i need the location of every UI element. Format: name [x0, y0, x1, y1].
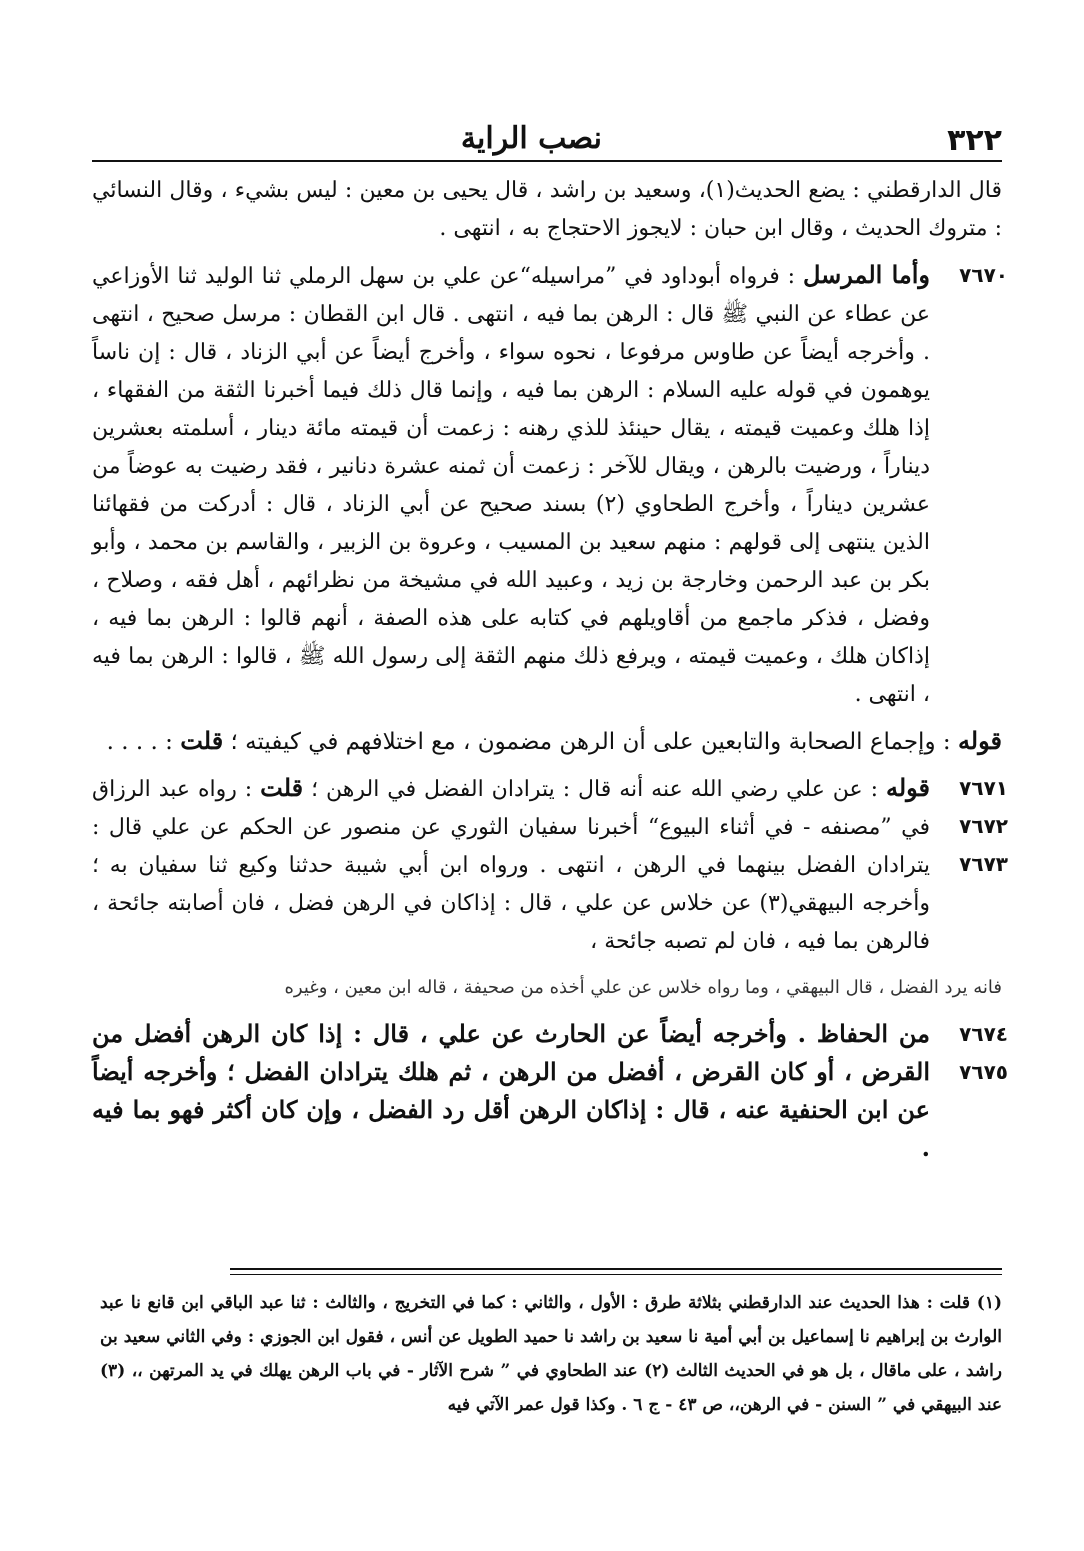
page-header	[92, 108, 1002, 158]
hadith-number: ٧٦٧١	[959, 776, 1008, 800]
inserted-line	[92, 969, 1002, 1007]
qult-label: قلت	[180, 726, 224, 755]
hadith-numbers-7674-7675	[959, 1015, 1008, 1091]
hadith-number: ٧٦٧٥	[959, 1060, 1008, 1084]
hadith-number: ٧٦٧٣	[959, 852, 1008, 876]
qawl-label: قوله	[885, 773, 931, 802]
footnote-rule	[230, 1268, 1002, 1270]
paragraph-7670-text: : فرواه أبوداود في ”مراسيله“عن علي بن سهل الرملي ثنا الوليد ثنا الأوزاعي عن عطاء عن النبي ﷺ قال : الرهن بما فيه ، انتهى . قال ابن القطان : مرسل صحيح ، انتهى . وأخرجه أيضاً عن طاوس مرفوعا ، نحوه سواء ، وأخرج أيضاً عن أبي الزناد ، قال : إن ناساً يوهمون في قوله عليه السلام : الرهن بما فيه ، وإنما قال ذلك فيما أخبرنا الثقة من الفقهاء ، إذا هلك وعميت قيمته ، يقال حينئذ للذي رهنه : زعمت أن قيمته مائة دينار ، أسلمته بعشرين ديناراً ، ورضيت بالرهن ، ويقال للآخر : زعمت أن ثمنه عشرة دنانير ، فقد رضيت به عوضاً من عشرين ديناراً ، وأخرج الطحاوي (٢) بسند صحيح عن أبي الزناد ، قال : أدركت من فقهائنا الذين ينتهى إلى قولهم : منهم سعيد بن المسيب ، وعروة بن الزبير ، والقاسم بن محمد ، وأبو بكر بن عبد الرحمن وخارجة بن زيد ، وعبيد الله في مشيخة من نظرائهم ، أهل فقه ، وصلاح ، وفضل ، فذكر ماجمع من أقاويلهم في كتابه على هذه الصفة ، أنهم قالوا : الرهن بما فيه ، إذاكان هلك ، وعميت قيمته ، ويرفع ذلك منهم الثقة إلى رسول الله ﷺ ، قالوا : الرهن بما فيه ، انتهى .	[92, 264, 930, 707]
hadith-number-7670: ٧٦٧٠	[959, 263, 1008, 287]
main-text	[92, 172, 1008, 1175]
book-title: نصب الراية	[460, 121, 602, 156]
footnotes-text: (١) قلت : هذا الحديث عند الدارقطني بثلاثة طرق : الأول ، والثاني : كما في التخريج ، والثالث : ثنا عبد الباقي ابن قانع نا عبد الوارث بن إبراهيم نا إسماعيل بن أبي أمية نا سعيد بن راشد نا حميد الطويل عن أنس ، فقول ابن الجوزي : وفي الثاني سعيد بن راشد ، على ماقال ، بل هو في الحديث الثالث (٢) عند الطحاوي في ” شرح الآثار - في باب الرهن يهلك في يد المرتهن ،، (٣) عند البيهقي في ” السنن - في الرهن،، ص ٤٣ - ج ٦ . وكذا قول عمر الآتي فيه	[100, 1293, 1002, 1415]
page-number: ٣٢٢	[947, 123, 1002, 158]
hadith-number: ٧٦٧٤	[959, 1022, 1008, 1046]
qawl-text: : وإجماع الصحابة والتابعين على أن الرهن مضمون ، مع اختلافهم في كيفيته ؛	[230, 729, 951, 755]
paragraph-1	[92, 172, 1002, 248]
paragraph-1-text: قال الدارقطني : يضع الحديث(١)، وسعيد بن راشد ، قال يحيى بن معين : ليس بشيء ، وقال النسائي : متروك الحديث ، وقال ابن حبان : لايجوز الاحتجاج به ، انتهى .	[92, 178, 1002, 241]
paragraph-7671	[92, 769, 1008, 961]
qawl-label: قوله	[957, 726, 1002, 755]
paragraph-lead: وأما المرسل	[802, 260, 930, 289]
hadith-number: ٧٦٧٢	[959, 814, 1008, 838]
paragraph-qawl-1	[92, 722, 1002, 761]
paragraph-7674	[92, 1015, 1008, 1167]
qawl-tail: : . . . .	[106, 729, 173, 755]
paragraph-7671-text-a: : عن علي رضي الله عنه أنه قال : يترادان الفضل في الرهن ؛	[311, 777, 878, 802]
footnotes	[100, 1286, 1002, 1422]
paragraph-7674-text: من الحفاظ . وأخرجه أيضاً عن الحارث عن علي ، قال : إذا كان الرهن أفضل من القرض ، أو كان القرض ، أفضل من الرهن ، ثم هلك يترادان الفضل ؛ وأخرجه أيضاً عن ابن الحنفية عنه ، قال : إذاكان الرهن أقل رد الفضل ، وإن كان أكثر فهو بما فيه .	[92, 1019, 930, 1162]
hadith-numbers-7671-7673	[959, 769, 1008, 883]
paragraph-7670	[92, 256, 1008, 714]
paragraph-7671-text-b: : رواه عبد الرزاق في ”مصنفه - في أثناء البيوع“ أخبرنا سفيان الثوري عن منصور عن الحكم عن علي قال : يترادان الفضل بينهما في الرهن ، انتهى . ورواه ابن أبي شيبة حدثنا وكيع ثنا سفيان به ؛ وأخرجه البيهقي(٣) عن خلاس عن علي ، قال : إذاكان في الرهن فضل ، فان أصابته جائحة ، فالرهن بما فيه ، فان لم تصبه جائحة ،	[92, 777, 930, 954]
qult-label: قلت	[260, 773, 304, 802]
footnote-rule-thin	[230, 1274, 1002, 1275]
inserted-line-text: فانه يرد الفضل ، قال البيهقي ، وما رواه خلاس عن علي أخذه من صحيفة ، قاله ابن معين ، وغيره	[284, 977, 1002, 998]
header-rule	[92, 160, 1002, 162]
